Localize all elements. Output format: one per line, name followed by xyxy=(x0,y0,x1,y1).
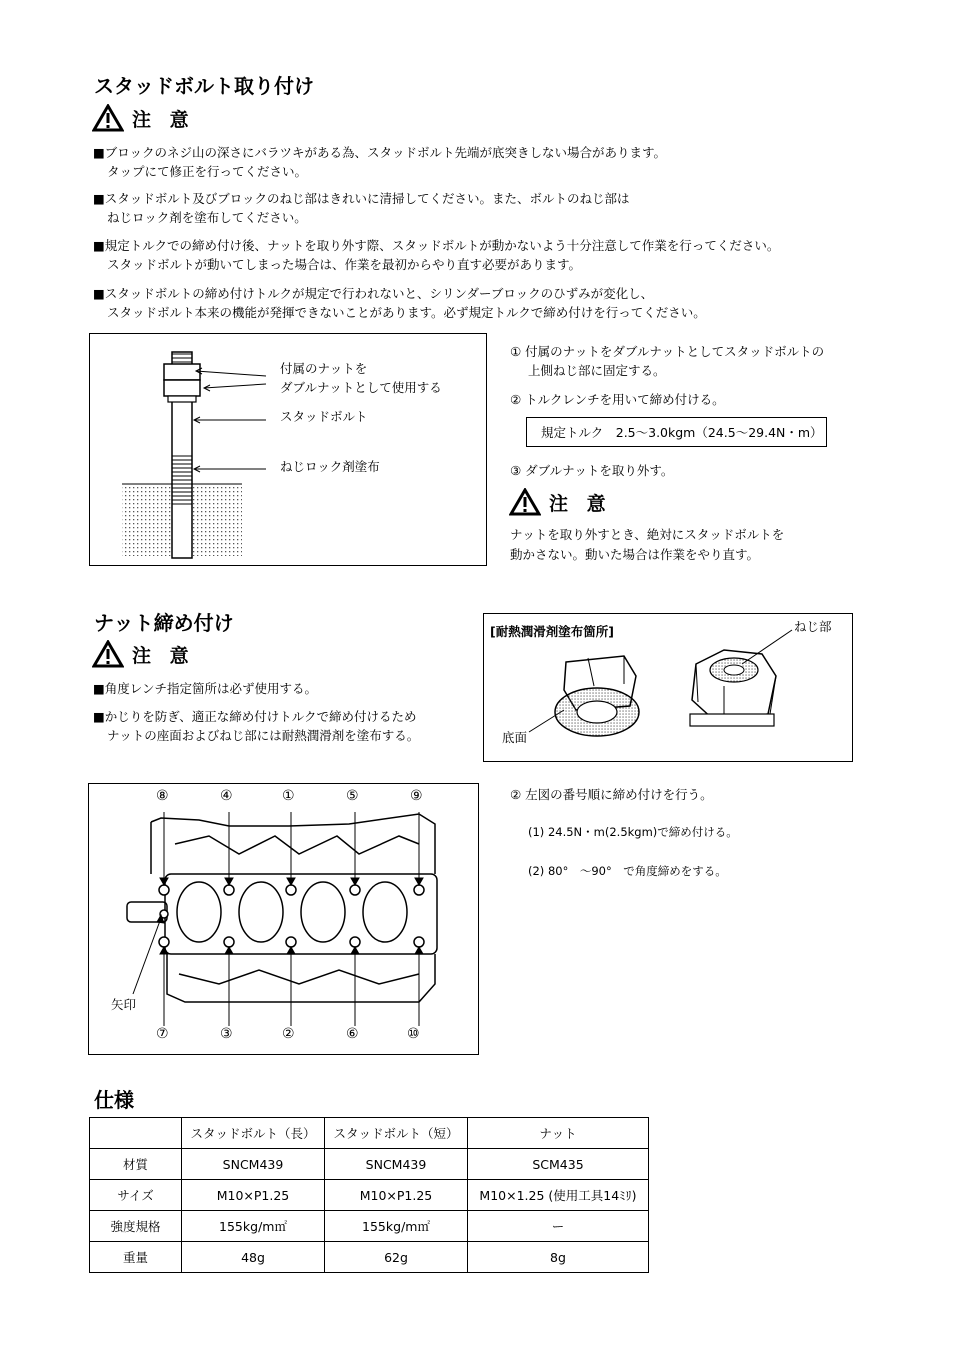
bottom-label: 底面 xyxy=(502,730,528,745)
header-cell: スタッドボルト（短） xyxy=(325,1118,468,1149)
note-3-line1: ■規定トルクでの締め付け後、ナットを取り外す際、スタッドボルトが動かないよう十分注意して作業を行ってください。 xyxy=(93,238,780,253)
table-cell: 強度規格 xyxy=(90,1211,182,1242)
spec-table xyxy=(89,1117,649,1273)
tighten-step2: ② 左図の番号順に締め付けを行う。 xyxy=(510,787,713,802)
table-cell: ー xyxy=(468,1211,649,1242)
table-cell: M10×P1.25 xyxy=(325,1180,468,1211)
table-row xyxy=(90,1242,649,1273)
step3: ③ ダブルナットを取り外す。 xyxy=(510,463,674,478)
table-cell: 48g xyxy=(182,1242,325,1273)
cylinder-block-illustration xyxy=(89,784,477,1052)
table-cell: 155kg/m㎡ xyxy=(182,1211,325,1242)
bolt-number-bottom-4: ⑥ xyxy=(346,1026,359,1042)
nut-lubricant-diagram xyxy=(483,613,853,762)
caution2-line2: 動かさない。動いた場合は作業をやり直す。 xyxy=(510,547,760,562)
bolt-number-top-3: ① xyxy=(282,788,295,804)
table-row xyxy=(90,1211,649,1242)
note-6-line2: ナットの座面およびねじ部には耐熱潤滑剤を塗布する。 xyxy=(107,728,420,743)
tighten-sub2: (2) 80° 〜90° で角度締めをする。 xyxy=(528,864,727,878)
table-row xyxy=(90,1118,649,1149)
note-2 xyxy=(93,189,630,227)
table-row xyxy=(90,1149,649,1180)
warning-icon xyxy=(92,640,124,668)
caution-label: 注 意 xyxy=(132,108,195,131)
warning-icon xyxy=(92,104,124,132)
table-cell: 155kg/m㎡ xyxy=(325,1211,468,1242)
note-4-line2: スタッドボルト本来の機能が発揮できないことがあります。必ず規定トルクで締め付けを行ってください。 xyxy=(107,305,706,320)
spec-title: 仕様 xyxy=(94,1088,134,1112)
header-cell: ナット xyxy=(468,1118,649,1149)
note-3 xyxy=(93,236,779,274)
note-4-line1: ■スタッドボルトの締め付けトルクが規定で行われないと、シリンダーブロックのひずみが変化し、 xyxy=(93,286,654,301)
table-cell: SNCM439 xyxy=(325,1149,468,1180)
bolt-number-top-1: ⑧ xyxy=(156,788,169,804)
nut-diagram-title: [耐熱潤滑剤塗布箇所] xyxy=(490,624,614,639)
warning-icon xyxy=(509,488,541,516)
caution-heading-1 xyxy=(92,104,195,132)
thread-label: ねじ部 xyxy=(794,619,832,634)
note-4 xyxy=(93,284,706,322)
caution-label: 注 意 xyxy=(549,492,612,515)
step2: ② トルクレンチを用いて締め付ける。 xyxy=(510,392,725,407)
step1-line2: 上側ねじ部に固定する。 xyxy=(528,363,666,378)
stud-bolt-diagram xyxy=(89,333,487,566)
bolt-number-top-2: ④ xyxy=(220,788,233,804)
bolt-number-bottom-1: ⑦ xyxy=(156,1026,169,1042)
note-2-line1: ■スタッドボルト及びブロックのねじ部はきれいに清掃してください。また、ボルトのねじ部は xyxy=(93,191,630,206)
note-2-line2: ねじロック剤を塗布してください。 xyxy=(107,210,307,225)
header-cell xyxy=(90,1118,182,1149)
note-5 xyxy=(93,679,317,698)
table-cell: SNCM439 xyxy=(182,1149,325,1180)
bolt-number-top-5: ⑨ xyxy=(410,788,423,804)
caution-heading-2 xyxy=(509,488,612,516)
note-6 xyxy=(93,707,419,745)
note-1-line2: タップにて修正を行ってください。 xyxy=(107,164,308,179)
bolt-number-bottom-3: ② xyxy=(282,1026,295,1042)
step1-line1: ① 付属のナットをダブルナットとしてスタッドボルトの xyxy=(510,344,825,359)
cylinder-block-diagram xyxy=(88,783,479,1055)
table-cell: SCM435 xyxy=(468,1149,649,1180)
torque-spec-box xyxy=(526,417,827,447)
table-cell: 8g xyxy=(468,1242,649,1273)
table-cell: 重量 xyxy=(90,1242,182,1273)
label-lock: ねじロック剤塗布 xyxy=(280,459,380,474)
caution-label: 注 意 xyxy=(132,644,195,667)
table-row xyxy=(90,1180,649,1211)
bolt-number-bottom-5: ⑩ xyxy=(407,1026,420,1042)
note-6-line1: ■かじりを防ぎ、適正な締め付けトルクで締め付けるため xyxy=(93,709,417,724)
note-1-line1: ■ブロックのネジ山の深さにバラツキがある為、スタッドボルト先端が底突きしない場合があります。 xyxy=(93,145,667,160)
section-title-stud-install: スタッドボルト取り付け xyxy=(94,74,314,98)
table-cell: M10×P1.25 xyxy=(182,1180,325,1211)
label-nut-line1: 付属のナットを xyxy=(280,361,368,376)
note-1 xyxy=(93,143,666,181)
header-cell: スタッドボルト（長） xyxy=(182,1118,325,1149)
nut-illustration xyxy=(484,614,844,754)
section-title-nut-tighten: ナット締め付け xyxy=(94,611,234,635)
bolt-number-bottom-2: ③ xyxy=(220,1026,233,1042)
table-cell: 62g xyxy=(325,1242,468,1273)
arrow-label: 矢印 xyxy=(111,997,137,1012)
table-cell: M10×1.25 (使用工具14ﾐﾘ) xyxy=(468,1180,649,1211)
bolt-number-top-4: ⑤ xyxy=(346,788,359,804)
tighten-sub1: (1) 24.5N・m(2.5kgm)で締め付ける。 xyxy=(528,825,738,839)
note-3-line2: スタッドボルトが動いてしまった場合は、作業を最初からやり直す必要があります。 xyxy=(107,257,582,272)
stud-bolt-illustration xyxy=(116,338,276,563)
table-cell: 材質 xyxy=(90,1149,182,1180)
note-5-line1: ■角度レンチ指定箇所は必ず使用する。 xyxy=(93,681,317,696)
caution-heading-3 xyxy=(92,640,195,668)
label-nut-line2: ダブルナットとして使用する xyxy=(280,380,442,395)
table-cell: サイズ xyxy=(90,1180,182,1211)
torque-spec-text: 規定トルク 2.5〜3.0kgm（24.5〜29.4N・m） xyxy=(541,425,823,440)
caution2-line1: ナットを取り外すとき、絶対にスタッドボルトを xyxy=(510,527,785,542)
label-stud: スタッドボルト xyxy=(280,409,368,424)
